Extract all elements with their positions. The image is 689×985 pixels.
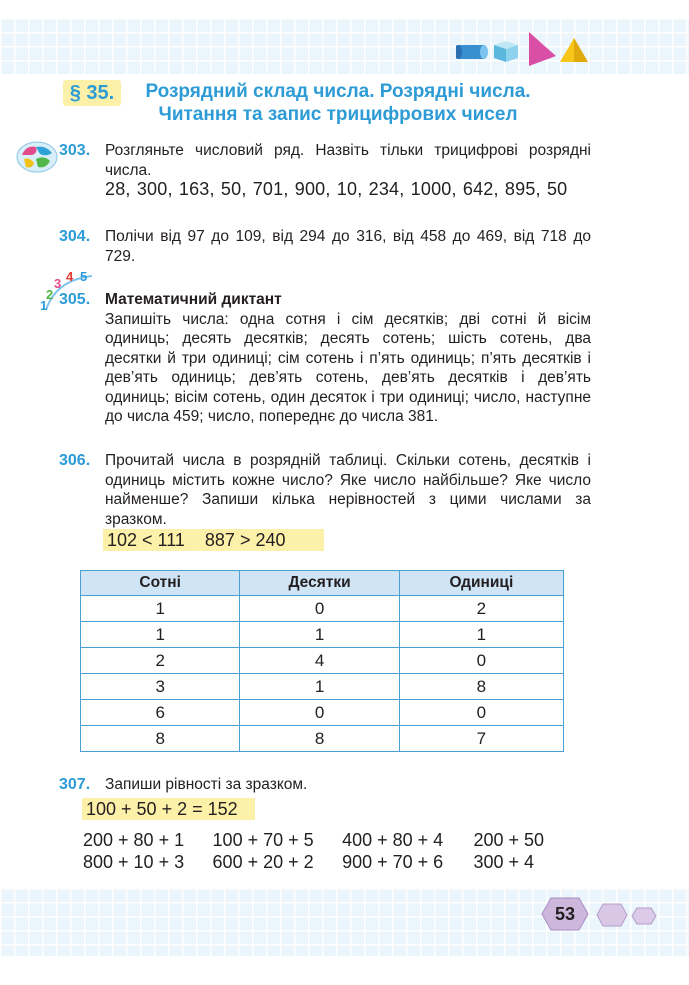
table-row <box>81 648 564 674</box>
exercise-307-number: 307. <box>59 776 91 793</box>
table-cell: 8 <box>240 726 399 752</box>
exercise-306-number: 306. <box>59 452 91 469</box>
table-cell: 8 <box>81 726 240 752</box>
table-row <box>81 674 564 700</box>
expression: 900 + 70 + 6 <box>342 852 444 872</box>
page-number-badge <box>541 897 589 931</box>
digit-1: 1 <box>40 298 48 313</box>
table-row <box>81 622 564 648</box>
table-cell: 0 <box>399 648 563 674</box>
expression-row <box>83 829 603 851</box>
exercise-305-heading: Математичний диктант <box>105 291 282 308</box>
place-value-table <box>80 570 564 752</box>
table-cell: 3 <box>81 674 240 700</box>
yellow-pyramid-icon <box>560 38 588 62</box>
cube-icon <box>494 41 518 62</box>
digit-4: 4 <box>66 269 74 284</box>
table-cell: 2 <box>81 648 240 674</box>
table-cell: 6 <box>81 700 240 726</box>
table-cell: 0 <box>240 596 399 622</box>
table-cell: 8 <box>399 674 563 700</box>
table-row <box>81 726 564 752</box>
table-header-hundreds: Сотні <box>81 571 240 596</box>
table-cell: 2 <box>399 596 563 622</box>
digit-2: 2 <box>46 287 54 302</box>
table-row <box>81 700 564 726</box>
exercise-305-number: 305. <box>59 291 91 308</box>
expression: 300 + 4 <box>473 852 534 872</box>
expression-row <box>83 851 603 873</box>
table-cell: 1 <box>81 622 240 648</box>
exercise-303-text: Розгляньте числовий ряд. Назвіть тільки трицифрові розрядні числа. <box>105 142 591 179</box>
table-cell: 0 <box>399 700 563 726</box>
table-cell: 1 <box>81 596 240 622</box>
table-header-tens: Десятки <box>240 571 399 596</box>
section-title <box>128 80 548 126</box>
exercise-304-number: 304. <box>59 228 91 245</box>
section-number: § 35. <box>63 80 121 106</box>
exercise-307-example: 100 + 50 + 2 = 152 <box>82 798 255 820</box>
hexagon-decor-small-icon <box>631 907 657 930</box>
exercise-305-body <box>105 290 591 427</box>
section-title-line-2: Читання та запис трицифрових чисел <box>158 104 518 125</box>
table-cell: 1 <box>240 622 399 648</box>
hexagon-decor-icon <box>596 903 628 932</box>
cylinder-icon <box>456 45 488 59</box>
table-header-units: Одиниці <box>399 571 563 596</box>
expression: 100 + 70 + 5 <box>212 830 314 850</box>
expression: 400 + 80 + 4 <box>342 830 444 850</box>
table-cell: 1 <box>240 674 399 700</box>
expression: 200 + 50 <box>473 830 545 850</box>
table-cell: 4 <box>240 648 399 674</box>
expression: 200 + 80 + 1 <box>83 830 185 850</box>
geometric-shapes-icon <box>456 30 596 70</box>
exercise-307-expressions <box>83 829 603 873</box>
exercise-303-numbers: 28, 300, 163, 50, 701, 900, 10, 234, 1000, 642, 895, 50 <box>105 179 568 199</box>
exercise-306-example: 102 < 111 887 > 240 <box>103 529 324 551</box>
table-cell: 1 <box>399 622 563 648</box>
expression: 600 + 20 + 2 <box>212 852 314 872</box>
table-header-row <box>81 571 564 596</box>
exercise-307-text: Запиши рівності за зразком. <box>105 776 308 793</box>
expression: 800 + 10 + 3 <box>83 852 185 872</box>
exercise-304-text: Полічи від 97 до 109, від 294 до 316, від 458 до 469, від 718 до 729. <box>105 228 591 265</box>
table-cell: 0 <box>240 700 399 726</box>
digit-5: 5 <box>80 269 88 284</box>
puzzle-icon <box>16 141 58 178</box>
exercise-305-text: Запишіть числа: одна сотня і сім десятків; дві сотні й вісім одиниць; десять десятків; десять сотень; шість сотень, два десятки й три одиниці; сім сотень і п’ять одиниць; п’ять десятків і дев’ять одиниць; дев’ять сотень, дев’ять десятків і дев’ять одиниць; вісім сотень, один десяток і три одиниці; число, наступне до числа 459; число, попереднє до числа 381. <box>105 310 591 425</box>
digit-3: 3 <box>54 276 62 291</box>
table-row <box>81 596 564 622</box>
exercise-306-text: Прочитай числа в розрядній таблиці. Скільки сотень, десятків і одиниць містить кожне число? Яке число найбільше? Яке число найменше? Запиши кілька нерівностей з цими числами за зразком. <box>105 452 591 528</box>
pyramid-icon <box>529 32 556 66</box>
page-number: 53 <box>554 904 576 924</box>
section-title-line-1: Розрядний склад числа. Розрядні числа. <box>145 81 531 102</box>
exercise-303-number: 303. <box>59 142 91 159</box>
table-cell: 7 <box>399 726 563 752</box>
